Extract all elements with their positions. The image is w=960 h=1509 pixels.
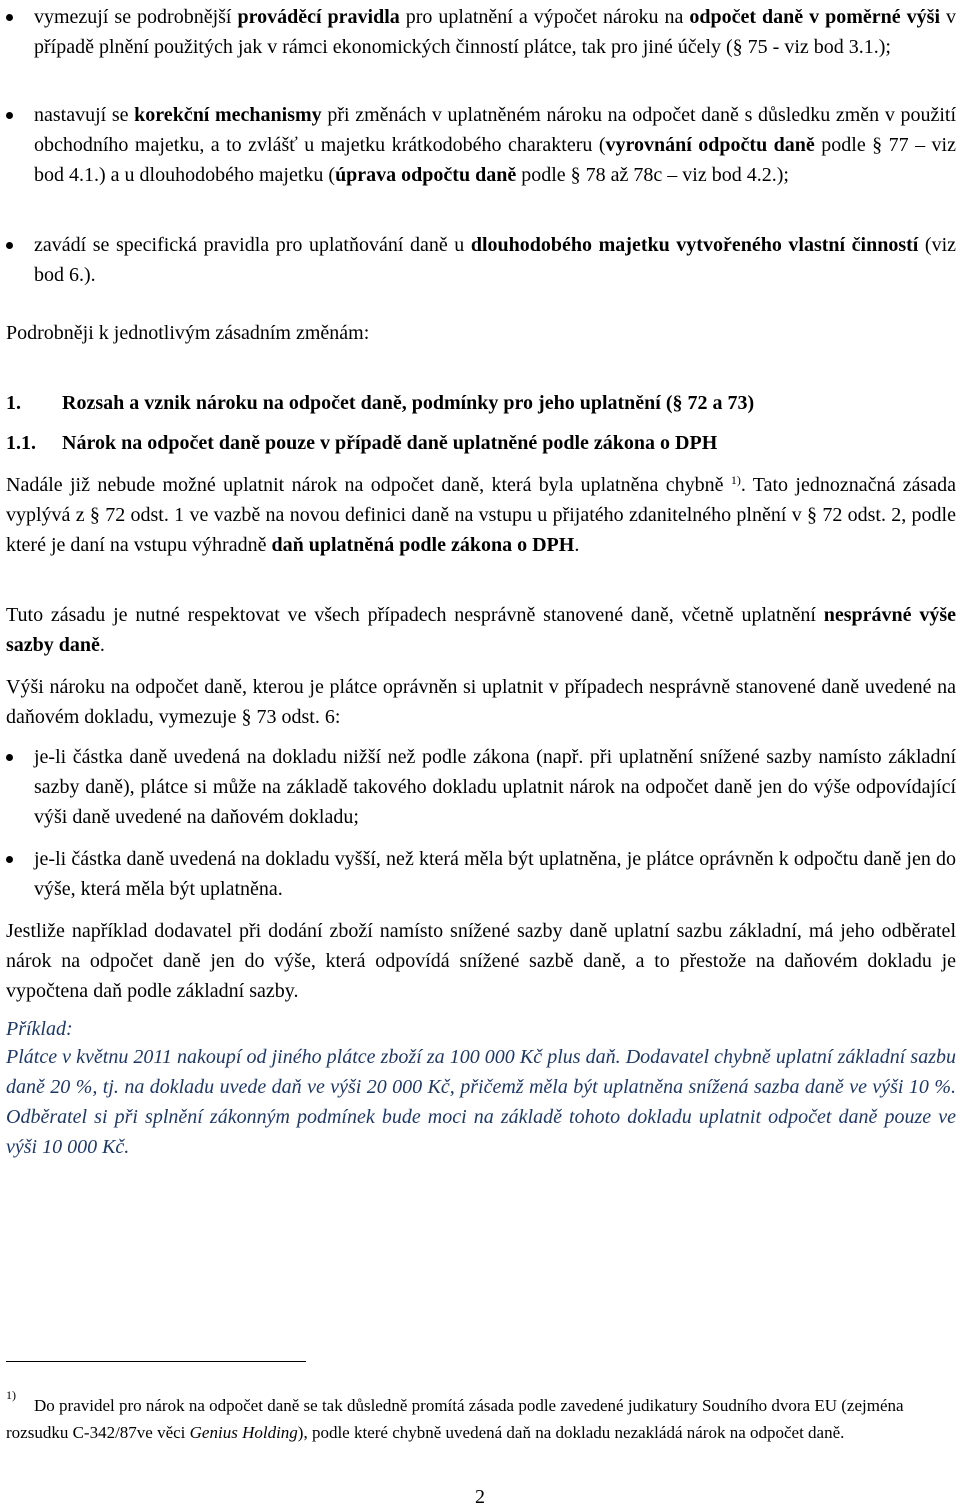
bullet-icon bbox=[6, 754, 13, 761]
example-title: Příklad: bbox=[6, 1018, 73, 1040]
intro-paragraph: Podrobněji k jednotlivým zásadním změnám: bbox=[6, 322, 370, 344]
bullet-icon bbox=[6, 112, 13, 119]
list-item-text: nastavují se korekční mechanismy při změnách v uplatněném nároku na odpočet daně s důsledku změn v použití obchodního majetku, a to zvlášť u majetku krátkodobého charakteru (vyrovnání odpočtu daně podle § 77 – viz bod 4.1.) a u dlouhodobého majetku (úprava odpočtu daně podle § 78 až 78c – viz bod 4.2.); bbox=[34, 104, 957, 186]
list-item-text: vymezují se podrobnější prováděcí pravidla pro uplatnění a výpočet nároku na odpočet daně v poměrné výši v případě plnění použitých jak v rámci ekonomických činností plátce, tak pro jiné účely (§ 75 - viz bod 3.1.); bbox=[34, 6, 956, 58]
list-item-text: je-li částka daně uvedená na dokladu nižší než podle zákona (např. při uplatnění snížené sazby namísto základní sazby daně), plátce si může na základě takového dokladu uplatnit nárok na odpočet daně jen do výše odpovídající výši daně uvedené na daňovém dokladu; bbox=[34, 746, 956, 828]
subsection-heading: 1.1. Nárok na odpočet daně pouze v případě daně uplatněné podle zákona o DPH bbox=[6, 432, 718, 454]
footnote-separator bbox=[6, 1361, 306, 1362]
bullet-icon bbox=[6, 242, 13, 249]
section-heading: 1. Rozsah a vznik nároku na odpočet daně, podmínky pro jeho uplatnění (§ 72 a 73) bbox=[6, 392, 755, 414]
footnote-ref[interactable]: 1) bbox=[730, 473, 741, 487]
list-item-text: je-li částka daně uvedená na dokladu vyšší, než která měla být uplatněna, je plátce oprávněn k odpočtu daně jen do výše, která měla být uplatněna. bbox=[34, 848, 956, 900]
paragraph: Tuto zásadu je nutné respektovat ve všech případech nesprávně stanovené daně, včetně uplatnění nesprávné výše sazby daně. bbox=[6, 604, 956, 656]
footnote-mark: 1) bbox=[6, 1388, 16, 1402]
list-item-text: zavádí se specifická pravidla pro uplatňování daně u dlouhodobého majetku vytvořeného vlastní činností (viz bod 6.). bbox=[34, 234, 957, 286]
paragraph: Jestliže například dodavatel při dodání zboží namísto snížené sazby daně uplatní sazbu základní, má jeho odběratel nárok na odpočet daně jen do výše, která odpovídá snížené sazbě daně, a to přestože na daňovém dokladu je vypočtena daň podle základní sazby. bbox=[6, 920, 956, 1002]
footnote: 1) Do pravidel pro nárok na odpočet daně se tak důsledně promítá zásada podle zavedené judikatury Soudního dvora EU (zejména rozsudku C-342/87ve věci Genius Holding), podle které chybně uvedená daň na dokladu nezakládá nárok na odpočet daně. bbox=[6, 1392, 956, 1446]
page-number: 2 bbox=[475, 1486, 485, 1508]
example-text: Plátce v květnu 2011 nakoupí od jiného plátce zboží za 100 000 Kč plus daň. Dodavatel chybně uplatní základní sazbu daně 20 %, tj. na dokladu uvede daň ve výši 20 000 Kč, přičemž měla být uplatněna snížená sazba daně ve výši 10 %. Odběratel si při splnění zákonným podmínek bude moci na základě tohoto dokladu uplatnit odpočet daně pouze ve výši 10 000 Kč. bbox=[6, 1046, 956, 1158]
paragraph: Nadále již nebude možné uplatnit nárok na odpočet daně, která byla uplatněna chybně $^{1)}$. Tato jednoznačná zásada vyplývá z § 72 odst. 1 ve vazbě na novou definici daně na vstupu u přijatého zdanitelného plnění v § 72 odst. 2, podle které je daní na vstupu výhradně daň uplatněná podle zákona o DPH. bbox=[6, 473, 957, 556]
paragraph: Výši nároku na odpočet daně, kterou je plátce oprávněn si uplatnit v případech nesprávně stanovené daně uvedené na daňovém dokladu, vymezuje § 73 odst. 6: bbox=[6, 676, 956, 728]
bullet-icon bbox=[6, 14, 13, 21]
bullet-icon bbox=[6, 856, 13, 863]
